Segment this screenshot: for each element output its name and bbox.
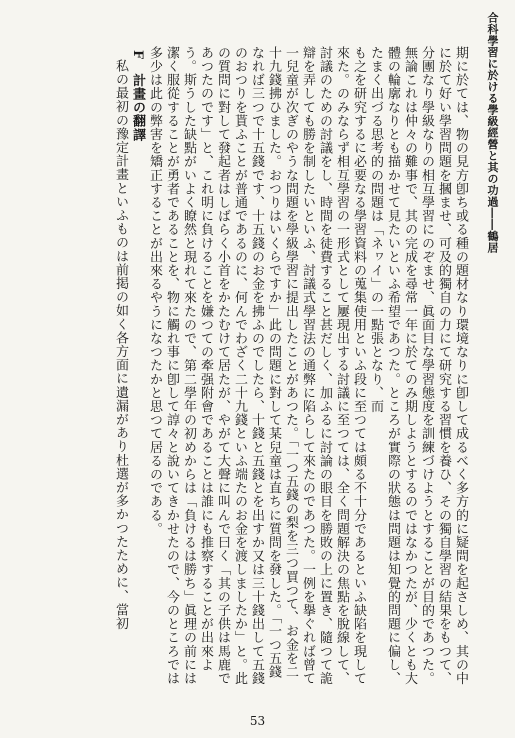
page-number: 53 (249, 714, 266, 728)
section-heading (129, 50, 146, 686)
paragraph: 私の最初の豫定計畫といふものは前掲の如く各方面に遺漏があり杜選が多かつたために、當初 (113, 59, 128, 631)
body-text (69, 46, 469, 686)
paragraph: 期に於ては、物の見方卽ち或る種の題材なり環境なりに卽して成るべく多方的に疑問を起さしめ、其の中に於て好い學習問題を摑ませ、可及的獨自の力にて研究する習慣を養ひ、その獨自學習の結果をもつて、分團なり學級なりの相互學習にのぞませ、眞面目な學習態度を訓練づけようとすることが目的であつた。無論これは仲々の難事で、其の完成を尋常一年に於てのみ期しようとするのではなかつたが、少くとも大體の輪廓なりとも描かせて見たいといふ希望であつた。ところが實際の狀態は問題は知覺的問題に偏し、たまく出づる思考的の問題は「ネヮイ」の一點張となり、而 (368, 46, 468, 686)
section-label: F (130, 50, 145, 60)
section-title: 計畫の翻譯 (130, 73, 145, 142)
paragraph: も之を研究するに必要なる學習資料の蒐集使用といふ段に至つては頗る不十分であるといふ缺陷を現して來た。のみならず相互學習の一形式として屢現出する討議に至つては、全く問題解決の焦點を脫線して、討議のための討議をし、時間を徒費すること甚だしく、加ふるに討論の眼目を勝敗の上に置き、隨つて詭辯を弄しても勝を制したいといふ、討議式學習法の通弊に陷らして來たのであつた。一例を擧ぐれば曾て一兒童が次ぎのやうな問題を學級學習に提出したことがあつた。「一つ五錢の梨を三つ買つて、お金を二十九錢拂ひました。おつりはいくらですか」此の問題に對して某兒童は直ちに質問を發した。「一つ五錢なれば三つで十五錢です、十五錢のお金を拂ふのでしたら、十錢と五錢とを出すか又は三十錢出して五錢のおつりを貰ふことが普通であるのに、何んでわざく二十九錢といふ端たのお金を渡しましたか」と。此の質問に對して發起者はしばらく小首をかたむけて居たが、やがて大聲に叫んで曰く「其の子供は馬鹿であつたのです」と、これ明に負けることを嫌つての牽强附會であることは誰にも推察することが出來よう。斯うした缺點がいよく瞭然と現れて來たので、第二學年の初めからは「負けるは勝ち」眞理の前には潔く服從することが勇者であることを、物に觸れ事に卽して諄々と說いてきかせたので、今のところでは多少は此の弊害を矯正することが出來るやうになつたかと思つて居るのである。 (147, 46, 366, 686)
running-header: 合科學習に於ける學級經營と其の功過――鶴居 (486, 12, 499, 254)
